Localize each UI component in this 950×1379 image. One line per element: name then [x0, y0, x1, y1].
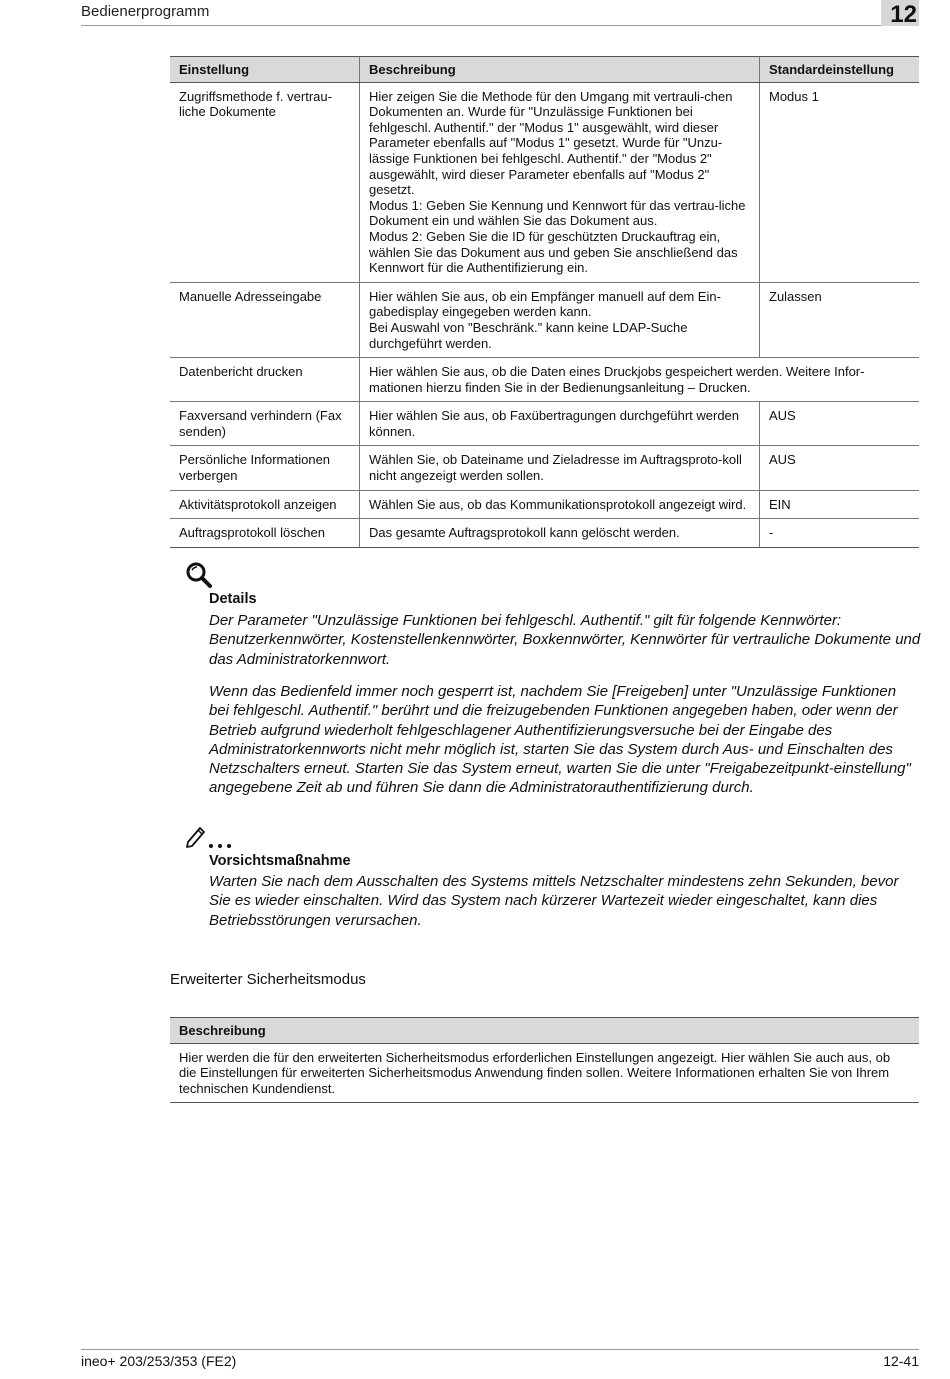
column-header-setting: Einstellung — [170, 57, 360, 83]
description-table-header-row — [170, 1018, 919, 1044]
settings-table — [170, 56, 919, 548]
footer-rule — [81, 1349, 919, 1350]
table-row — [170, 490, 919, 519]
column-header-default: Standardeinstellung — [760, 57, 920, 83]
setting-name: Aktivitätsprotokoll anzeigen — [170, 490, 360, 519]
setting-name: Manuelle Adresseingabe — [170, 282, 360, 357]
setting-default: Zulassen — [760, 282, 920, 357]
description-table — [170, 1017, 919, 1103]
setting-description: Hier wählen Sie aus, ob ein Empfänger manuell auf dem Ein-gabedisplay eingegeben werden kann. Bei Auswahl von "Beschränk." kann keine LDAP-Suche durchgeführt werden. — [360, 282, 760, 357]
setting-description: Das gesamte Auftragsprotokoll kann gelöscht werden. — [360, 519, 760, 548]
table-row — [170, 402, 919, 446]
table-row — [170, 519, 919, 548]
table-row — [170, 358, 919, 402]
magnifier-icon — [185, 561, 213, 589]
setting-default: EIN — [760, 490, 920, 519]
setting-description: Hier wählen Sie aus, ob die Daten eines Druckjobs gespeichert werden. Weitere Infor-mationen hierzu finden Sie in der Bedienungsanleitung – Drucken. — [360, 358, 920, 402]
header-rule — [81, 25, 919, 26]
column-header-description: Beschreibung — [360, 57, 760, 83]
settings-table-header-row — [170, 57, 919, 83]
section-heading: Erweiterter Sicherheitsmodus — [170, 971, 366, 988]
caution-text: Warten Sie nach dem Ausschalten des Systems mittels Netzschalter mindestens zehn Sekunden, bevor Sie es wieder einschalten. Wird das System nach kürzerer Wartezeit wieder eingeschaltet, kann dies Betriebsstörungen verursachen. — [209, 873, 899, 929]
footer-model: ineo+ 203/253/353 (FE2) — [81, 1353, 237, 1369]
setting-name: Auftragsprotokoll löschen — [170, 519, 360, 548]
table-row — [170, 282, 919, 357]
table-row — [170, 1043, 919, 1103]
table-row — [170, 446, 919, 490]
setting-description: Hier wählen Sie aus, ob Faxübertragungen durchgeführt werden können. — [360, 402, 760, 446]
setting-default: AUS — [760, 446, 920, 490]
setting-default: - — [760, 519, 920, 548]
setting-name: Persönliche Informationen verbergen — [170, 446, 360, 490]
page-number: 12-41 — [883, 1353, 919, 1369]
details-title: Details — [209, 591, 257, 607]
caution-title: Vorsichtsmaßnahme — [209, 853, 351, 869]
column-header-description: Beschreibung — [170, 1018, 919, 1044]
setting-description: Wählen Sie, ob Dateiname und Zieladresse im Auftragsproto-koll nicht angezeigt werden sollen. — [360, 446, 760, 490]
details-paragraph: Der Parameter "Unzulässige Funktionen bei fehlgeschl. Authentif." gilt für folgende Kennwörter: Benutzerkennwörter, Kostenstellenkennwörter, Boxkennwörter, Kennwörter für vertrauliche Dokumente und das Administratorkennwort. — [209, 612, 921, 668]
details-paragraph: Wenn das Bedienfeld immer noch gesperrt ist, nachdem Sie [Freigeben] unter "Unzulässige Funktionen bei fehlgeschl. Authentif." berührt und die freizugebenden Funktionen angegeben haben, oder wenn der Betrieb aufgrund wiederholt fehlgeschlagener Authentifizierungsversuche bei der Eingabe des Administratorkennworts nicht mehr möglich ist, starten Sie das System durch Aus- und Einschalten des Netzschalters erneut. Starten Sie das System erneut, warten Sie die unter "Freigabezeitpunkt-einstellung" angegebene Zeit ab und führen Sie dann die Administratorauthentifizierung durch. — [209, 683, 911, 797]
setting-description: Hier zeigen Sie die Methode für den Umgang mit vertrauli-chen Dokumenten an. Wurde für "Unzulässige Funktionen bei fehlgeschl. Authentif." der "Modus 1" ausgewählt, wird dieser Parameter ebenfalls auf "Modus 1" gesetzt. Wurde für "Unzu-lässige Funktionen bei fehlgeschl. Authentif." der "Modus 2" ausgewählt, wird dieser Parameter ebenfalls auf "Modus 2" gesetzt. Modus 1: Geben Sie Kennung und Kennwort für das vertrau-liche Dokument ein und wählen Sie das Dokument aus. Modus 2: Geben Sie die ID für geschützten Druckauftrag ein, wählen Sie das Dokument aus und geben Sie anschließend das Kennwort für die Authentifizierung ein. — [360, 82, 760, 282]
setting-description: Wählen Sie aus, ob das Kommunikationsprotokoll angezeigt wird. — [360, 490, 760, 519]
section-description: Hier werden die für den erweiterten Sicherheitsmodus erforderlichen Einstellungen angezeigt. Hier wählen Sie auch aus, ob die Einstellungen für erweiterten Sicherheitsmodus Anwendung finden sollen. Weitere Informationen erhalten Sie von Ihrem technischen Kundendienst. — [170, 1043, 919, 1103]
setting-default: AUS — [760, 402, 920, 446]
pencil-note-icon — [185, 822, 233, 850]
setting-name: Datenbericht drucken — [170, 358, 360, 402]
chapter-number: 12 — [881, 0, 919, 26]
setting-name: Faxversand verhindern (Fax senden) — [170, 402, 360, 446]
setting-name: Zugriffsmethode f. vertrau-liche Dokumente — [170, 82, 360, 282]
table-row — [170, 82, 919, 282]
page-header-title: Bedienerprogramm — [81, 3, 210, 20]
setting-default: Modus 1 — [760, 82, 920, 282]
